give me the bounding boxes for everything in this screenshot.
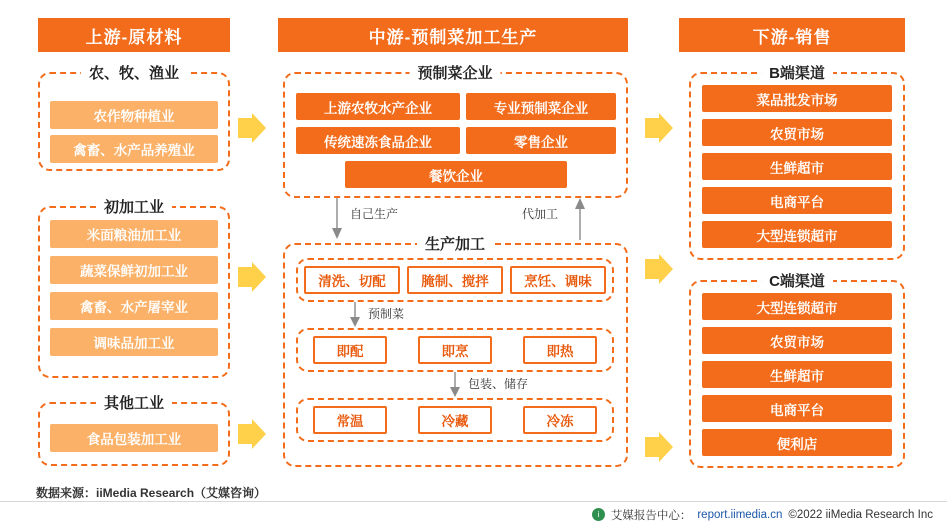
downstream-item: 菜品批发市场 <box>702 85 892 112</box>
upstream-item: 调味品加工业 <box>50 328 218 356</box>
downstream-item: 电商平台 <box>702 187 892 214</box>
upstream-item: 禽畜、水产屠宰业 <box>50 292 218 320</box>
downstream-item: 电商平台 <box>702 395 892 422</box>
midstream-production-title: 生产加工 <box>417 233 493 254</box>
downstream-item: 生鲜超市 <box>702 361 892 388</box>
production-step: 腌制、搅拌 <box>407 266 503 294</box>
enterprise-item: 零售企业 <box>466 127 616 154</box>
production-step: 清洗、切配 <box>304 266 400 294</box>
arrow-right-icon <box>238 419 266 449</box>
upstream-item: 蔬菜保鲜初加工业 <box>50 256 218 284</box>
iimedia-logo-icon: i <box>592 508 605 521</box>
upstream-item: 农作物种植业 <box>50 101 218 129</box>
enterprise-item: 餐饮企业 <box>345 161 567 188</box>
upstream-item: 米面粮油加工业 <box>50 220 218 248</box>
midstream-enterprise-title: 预制菜企业 <box>409 62 500 83</box>
production-form: 即热 <box>523 336 597 364</box>
header-upstream: 上游-原材料 <box>38 18 230 52</box>
footer-brand: 艾媒报告中心： <box>610 509 692 522</box>
footer-site[interactable]: report.iimedia.cn <box>697 508 783 521</box>
header-downstream: 下游-销售 <box>679 18 905 52</box>
upstream-item: 禽畜、水产品养殖业 <box>50 135 218 163</box>
downstream-item: 农贸市场 <box>702 327 892 354</box>
downstream-item: 生鲜超市 <box>702 153 892 180</box>
arrow-right-icon <box>238 262 266 292</box>
arrow-right-icon <box>645 254 673 284</box>
storage-mode: 冷冻 <box>523 406 597 434</box>
label-oem-production: 代加工 <box>519 205 561 222</box>
label-self-production: 自己生产 <box>347 205 401 222</box>
arrow-right-icon <box>645 432 673 462</box>
storage-mode: 常温 <box>313 406 387 434</box>
upstream-group-other-title: 其他工业 <box>96 392 172 413</box>
header-midstream: 中游-预制菜加工生产 <box>278 18 628 52</box>
downstream-group-b-title: B端渠道 <box>761 62 833 83</box>
label-prepared-dish: 预制菜 <box>365 305 407 322</box>
connector-prepared-dish <box>348 302 362 328</box>
enterprise-item: 专业预制菜企业 <box>466 93 616 120</box>
source-note: 数据来源：iiMedia Research（艾媒咨询） <box>36 486 267 500</box>
arrow-right-icon <box>238 113 266 143</box>
downstream-item: 大型连锁超市 <box>702 293 892 320</box>
downstream-item: 农贸市场 <box>702 119 892 146</box>
connector-self-production <box>330 198 344 240</box>
production-step: 烹饪、调味 <box>510 266 606 294</box>
arrow-right-icon <box>645 113 673 143</box>
downstream-item: 便利店 <box>702 429 892 456</box>
production-form: 即配 <box>313 336 387 364</box>
footer-copyright: ©2022 iiMedia Research Inc <box>788 508 933 521</box>
enterprise-item: 传统速冻食品企业 <box>296 127 460 154</box>
upstream-group-farming-title: 农、牧、渔业 <box>81 62 187 83</box>
footer-bar <box>0 501 947 527</box>
production-form: 即烹 <box>418 336 492 364</box>
upstream-item: 食品包装加工业 <box>50 424 218 452</box>
storage-mode: 冷藏 <box>418 406 492 434</box>
connector-packaging <box>448 372 462 398</box>
label-packaging: 包装、储存 <box>465 375 531 392</box>
downstream-group-c-title: C端渠道 <box>761 270 833 291</box>
connector-oem-production <box>573 198 587 240</box>
downstream-item: 大型连锁超市 <box>702 221 892 248</box>
upstream-group-primary-processing-title: 初加工业 <box>96 196 172 217</box>
enterprise-item: 上游农牧水产企业 <box>296 93 460 120</box>
